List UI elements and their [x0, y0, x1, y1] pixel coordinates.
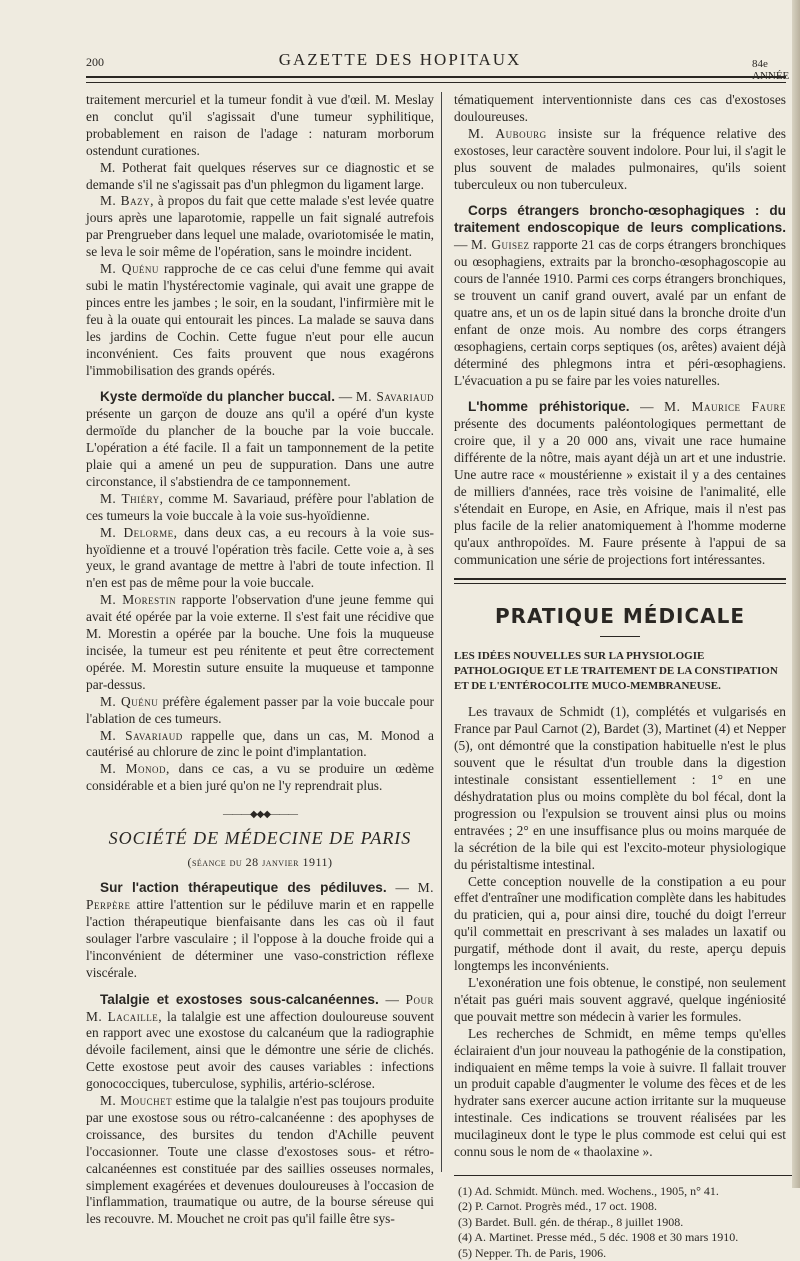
paragraph: M. Aubourg insiste sur la fréquence relative des exostoses, leur caractère souvent indolore. Pour lui, il s'agit le plus souvent de malades pulmonaires, qu'ils soient tuberculeux ou non tuberculeux.: [454, 125, 786, 192]
section-rule: [454, 578, 786, 580]
page-edge: [792, 0, 800, 1188]
speaker-name: M. Aubourg: [468, 125, 547, 141]
subheading: Kyste dermoïde du plancher buccal.: [100, 389, 335, 405]
header-rule-thin: [86, 82, 786, 83]
subheading: Talalgie et exostoses sous-calcanéennes.: [100, 991, 379, 1007]
speaker-name: M. Delorme,: [100, 524, 178, 540]
subheading: Sur l'action thérapeutique des pédiluves.: [100, 880, 387, 896]
paragraph: M. Mouchet estime que la talalgie n'est pas toujours produite par une exostose sous ou rétro-calcanéenne : des apophyses de croissance, des bursites du tendon d'Achille peuvent l'occasionner. Toute une classe d'exostoses sous- et rétro-calcanéennes est constituée par des saillies osseuses normales, simplement exagérées et devenues douloureuses à l'occasion de l'inflammation, traumatique ou autre, de la bourse séreuse qui les recouvre. M. Mouchet ne croit pas qu'il faille être sys-: [86, 1093, 434, 1227]
paragraph: M. Monod, dans ce cas, a vu se produire un œdème considérable et a bien juré qu'on ne l'y reprendrait plus.: [86, 761, 434, 794]
paragraph: M. Morestin rapporte l'observation d'une jeune femme qui avait été opérée par la voie externe. Il s'est fait une récidive que M. Morestin a opérée par la bouche. Une fois la muqueuse incisée, la tumeur est peu rénitente et peut être correctement opérée. M. Morestin suture ensuite la muqueuse et tamponne par-dessus.: [86, 592, 434, 692]
speaker-name: M. Quénu: [100, 693, 159, 709]
footnote: (1) Ad. Schmidt. Münch. med. Wochens., 1905, n° 41.: [458, 1183, 719, 1198]
speaker-name: M. Bazy,: [100, 193, 154, 209]
paragraph: Sur l'action thérapeutique des pédiluves. — M. Perpère attire l'attention sur le pédiluve marin et en rappelle l'action thérapeutique bienfaisante dans les cas où il faut soulager l'arbre vasculaire ; il l'oppose à la douche froide qui a l'inconvénient de déterminer une vaso-constriction réflexe viscérale.: [86, 880, 434, 980]
paragraph: Talalgie et exostoses sous-calcanéennes. — Pour M. Lacaille, la talalgie est une affection douloureuse souvent en rapport avec une exostose du calcanéum que la radiographie dévoile facilement, ainsi que le démontre une série de clichés. Cette exostose peut avoir des causes variables : infections gonococciques, tuberculose, syphilis, artério-sclérose.: [86, 991, 434, 1092]
left-column: [86, 92, 434, 1227]
article-title: LES IDÉES NOUVELLES SUR LA PHYSIOLOGIE PATHOLOGIQUE ET LE TRAITEMENT DE LA CONSTIPATION ET DE L'ENTÉROCOLITE MUCO-MEMBRANEUSE.: [454, 650, 778, 693]
paragraph: Cette conception nouvelle de la constipation a eu pour effet d'entraîner une modification complète dans les habitudes du praticien, qui a, pour ainsi dire, touché du doigt l'erreur qu'il commettait en prescrivant à ses malades un laxatif ou purgatif, méthode dont il avait, du reste, aperçu depuis longtemps les inconvénients.: [454, 873, 786, 974]
header-rule: [86, 76, 786, 78]
footnote: (4) A. Martinet. Presse méd., 5 déc. 1908 et 30 mars 1910.: [458, 1230, 739, 1245]
footnote: (5) Nepper. Th. de Paris, 1906.: [458, 1245, 607, 1260]
speaker-name: M. Morestin: [100, 592, 177, 608]
paragraph: L'homme préhistorique. — M. Maurice Faure présente des documents paléontologiques permettant de croire que, il y a 20 000 ans, vivait une race humaine différente de la nôtre, mais ayant déjà un art et une industrie. Une autre race « moustérienne » existait il y a des centaines de milliers d'années, race très voisine de l'animalité, elle s'étendait en Europe, en Asie, en Afrique, mais il n'est pas plus facile de la relier anatomiquement à l'homme moderne qu'aux anthropoïdes. M. Faure présente à l'appui de sa communication une série de projections fort intéressantes.: [454, 399, 786, 567]
subheading: Corps étrangers broncho-œsophagiques : du traitement endoscopique de leurs complications.: [454, 203, 786, 236]
speaker-name: M. Maurice Faure: [664, 399, 786, 415]
paragraph: tématiquement interventionniste dans ces cas d'exostoses douloureuses.: [454, 92, 786, 124]
speaker-name: M. Guisez: [471, 237, 530, 253]
paragraph: M. Savariaud rappelle que, dans un cas, M. Monod a cautérisé au chlorure de zinc le point d'implantation.: [86, 727, 434, 760]
speaker-name: M. Quénu: [100, 261, 159, 277]
speaker-name: M. Savariaud: [100, 727, 183, 743]
paragraph: M. Thiéry, comme M. Savariaud, préfère pour l'ablation de ces tumeurs la voie buccale à la voie sus-hyoïdienne.: [86, 490, 434, 523]
paragraph: M. Delorme, dans deux cas, a eu recours à la voie sus-hyoïdienne et a trouvé l'opération très facile. Cette voie a, à ses yeux, le grand avantage de mettre à l'abri de toute infection. Il n'en est pas de même pour la voie buccale.: [86, 524, 434, 591]
paragraph: Les recherches de Schmidt, en même temps qu'elles éclairaient d'un jour nouveau la pathogénie de la constipation, indiquaient en même temps la voie à suivre. Il fallait trouver un produit capable d'augmenter le volume des fèces et de les hydrater sans exercer aucune action irritante sur la muqueuse intestinale. Ces indications se trouvent réalisées par les mucilagineux dont le type le plus commode est celui qui est connu sous le nom de « thaolaxine ».: [454, 1025, 786, 1160]
page-number: 200: [86, 55, 104, 69]
section-rule-thin: [454, 583, 786, 584]
paragraph: Les travaux de Schmidt (1), complétés et vulgarisés en France par Paul Carnot (2), Bardet (3), Martinet (4) et Nepper (5), ont démontré que la constipation habituelle n'est le plus souvent que le résultat d'un trouble dans la digestion intestinale consistant essentiellement : 1° en une déshydratation plus ou moins complète du bol fécal, dont la progression ou l'expulsion se trouvent ainsi plus ou moins entravées ; 2° en une insuffisance plus ou moins marquée de la sécrétion de la bile qui est l'excito-moteur physiologique du péristaltisme intestinal.: [454, 704, 786, 872]
paragraph: L'exonération une fois obtenue, le constipé, non seulement n'était pas guéri mais souvent aggravé, quelque ingéniosité que pouvait mettre son médecin à varier les formules.: [454, 974, 786, 1024]
session-date: (séance du 28 janvier 1911): [187, 855, 333, 870]
footnote: (3) Bardet. Bull. gén. de thérap., 8 juillet 1908.: [458, 1214, 684, 1229]
column-divider: [441, 92, 442, 1172]
speaker-name: M. Perpère: [86, 880, 434, 913]
subheading: L'homme préhistorique.: [468, 399, 630, 415]
section-title: PRATIQUE MÉDICALE: [494, 604, 746, 629]
footnote: (2) P. Carnot. Progrès méd., 17 oct. 1908.: [458, 1199, 657, 1214]
paragraph: M. Bazy, à propos du fait que cette malade s'est levée quatre jours après une laparotomie, rappelle un fait signalé autrefois par Prengrueber dans lequel une malade, ovariotomisée le matin, se leva le soir même de l'opération, sans le moindre incident.: [86, 193, 434, 260]
right-column: [454, 92, 786, 1260]
paragraph: M. Potherat fait quelques réserves sur ce diagnostic et se demande s'il ne s'agissait pas d'un phlegmon du ligament large.: [86, 159, 434, 192]
ornament-divider: ———◆◆◆———: [222, 809, 298, 821]
paragraph: traitement mercuriel et la tumeur fondit à vue d'œil. M. Meslay en conclut qu'il s'agissait d'une tumeur syphilitique, probablement en raison de l'adage : naturam morborum ostendunt curationes.: [86, 92, 434, 158]
running-title: GAZETTE DES HOPITAUX: [278, 50, 522, 69]
year-label: 84e ANNÉE: [752, 58, 790, 82]
speaker-name: M. Thiéry,: [100, 490, 164, 506]
short-rule: [600, 636, 640, 637]
footnote-rule: [454, 1175, 794, 1176]
speaker-name: M. Monod,: [100, 761, 170, 777]
speaker-name: Pour M. Lacaille,: [86, 991, 434, 1024]
paragraph: Corps étrangers broncho-œsophagiques : du traitement endoscopique de leurs complications. — M. Guisez rapporte 21 cas de corps étrangers bronchiques ou œsophagiens, extraits par la broncho-œsophagoscopie au cours de l'année 1910. Parmi ces corps étrangers bronchiques, se trouvent un canif grand ouvert, avalé par un enfant de quatre ans, et un os de lapin situé dans la bronche droite d'un enfant de onze mois. Au nombre des corps étrangers œsophagiens, certain corps septiques (os, arêtes) avaient déjà déterminé des phlegmons intra et péri-œsophagiens. L'évacuation a pu se faire par les voies naturelles.: [454, 203, 786, 388]
speaker-name: M. Mouchet: [100, 1093, 173, 1109]
paragraph: M. Quénu rapproche de ce cas celui d'une femme qui avait subi le matin l'hystérectomie vaginale, qui avait une grappe de pinces entre les jambes ; le soir, en la soudant, l'infirmière mit le feu à la ouate qui entourait les pinces. La malade se sauva dans les jardins de Cochin. Cette fugue n'eut pour elle aucun inconvénient. Ces faits prouvent que nous exagérons l'immobilisation des grands opérés.: [86, 261, 434, 378]
paragraph: M. Quénu préfère également passer par la voie buccale pour l'ablation de ces tumeurs.: [86, 693, 434, 726]
society-heading: SOCIÉTÉ DE MÉDECINE DE PARIS: [108, 828, 412, 849]
paragraph: Kyste dermoïde du plancher buccal. — M. Savariaud présente un garçon de douze ans qu'il a opéré d'un kyste dermoïde du plancher de la bouche par la voie buccale. L'opération a été facile. Il a fait un tamponnement de la petite plaie qui a amené un peu de suppuration. Dans une autre circonstance, il s'abstiendra de ce tamponnement.: [86, 389, 434, 489]
speaker-name: M. Savariaud: [355, 389, 434, 405]
